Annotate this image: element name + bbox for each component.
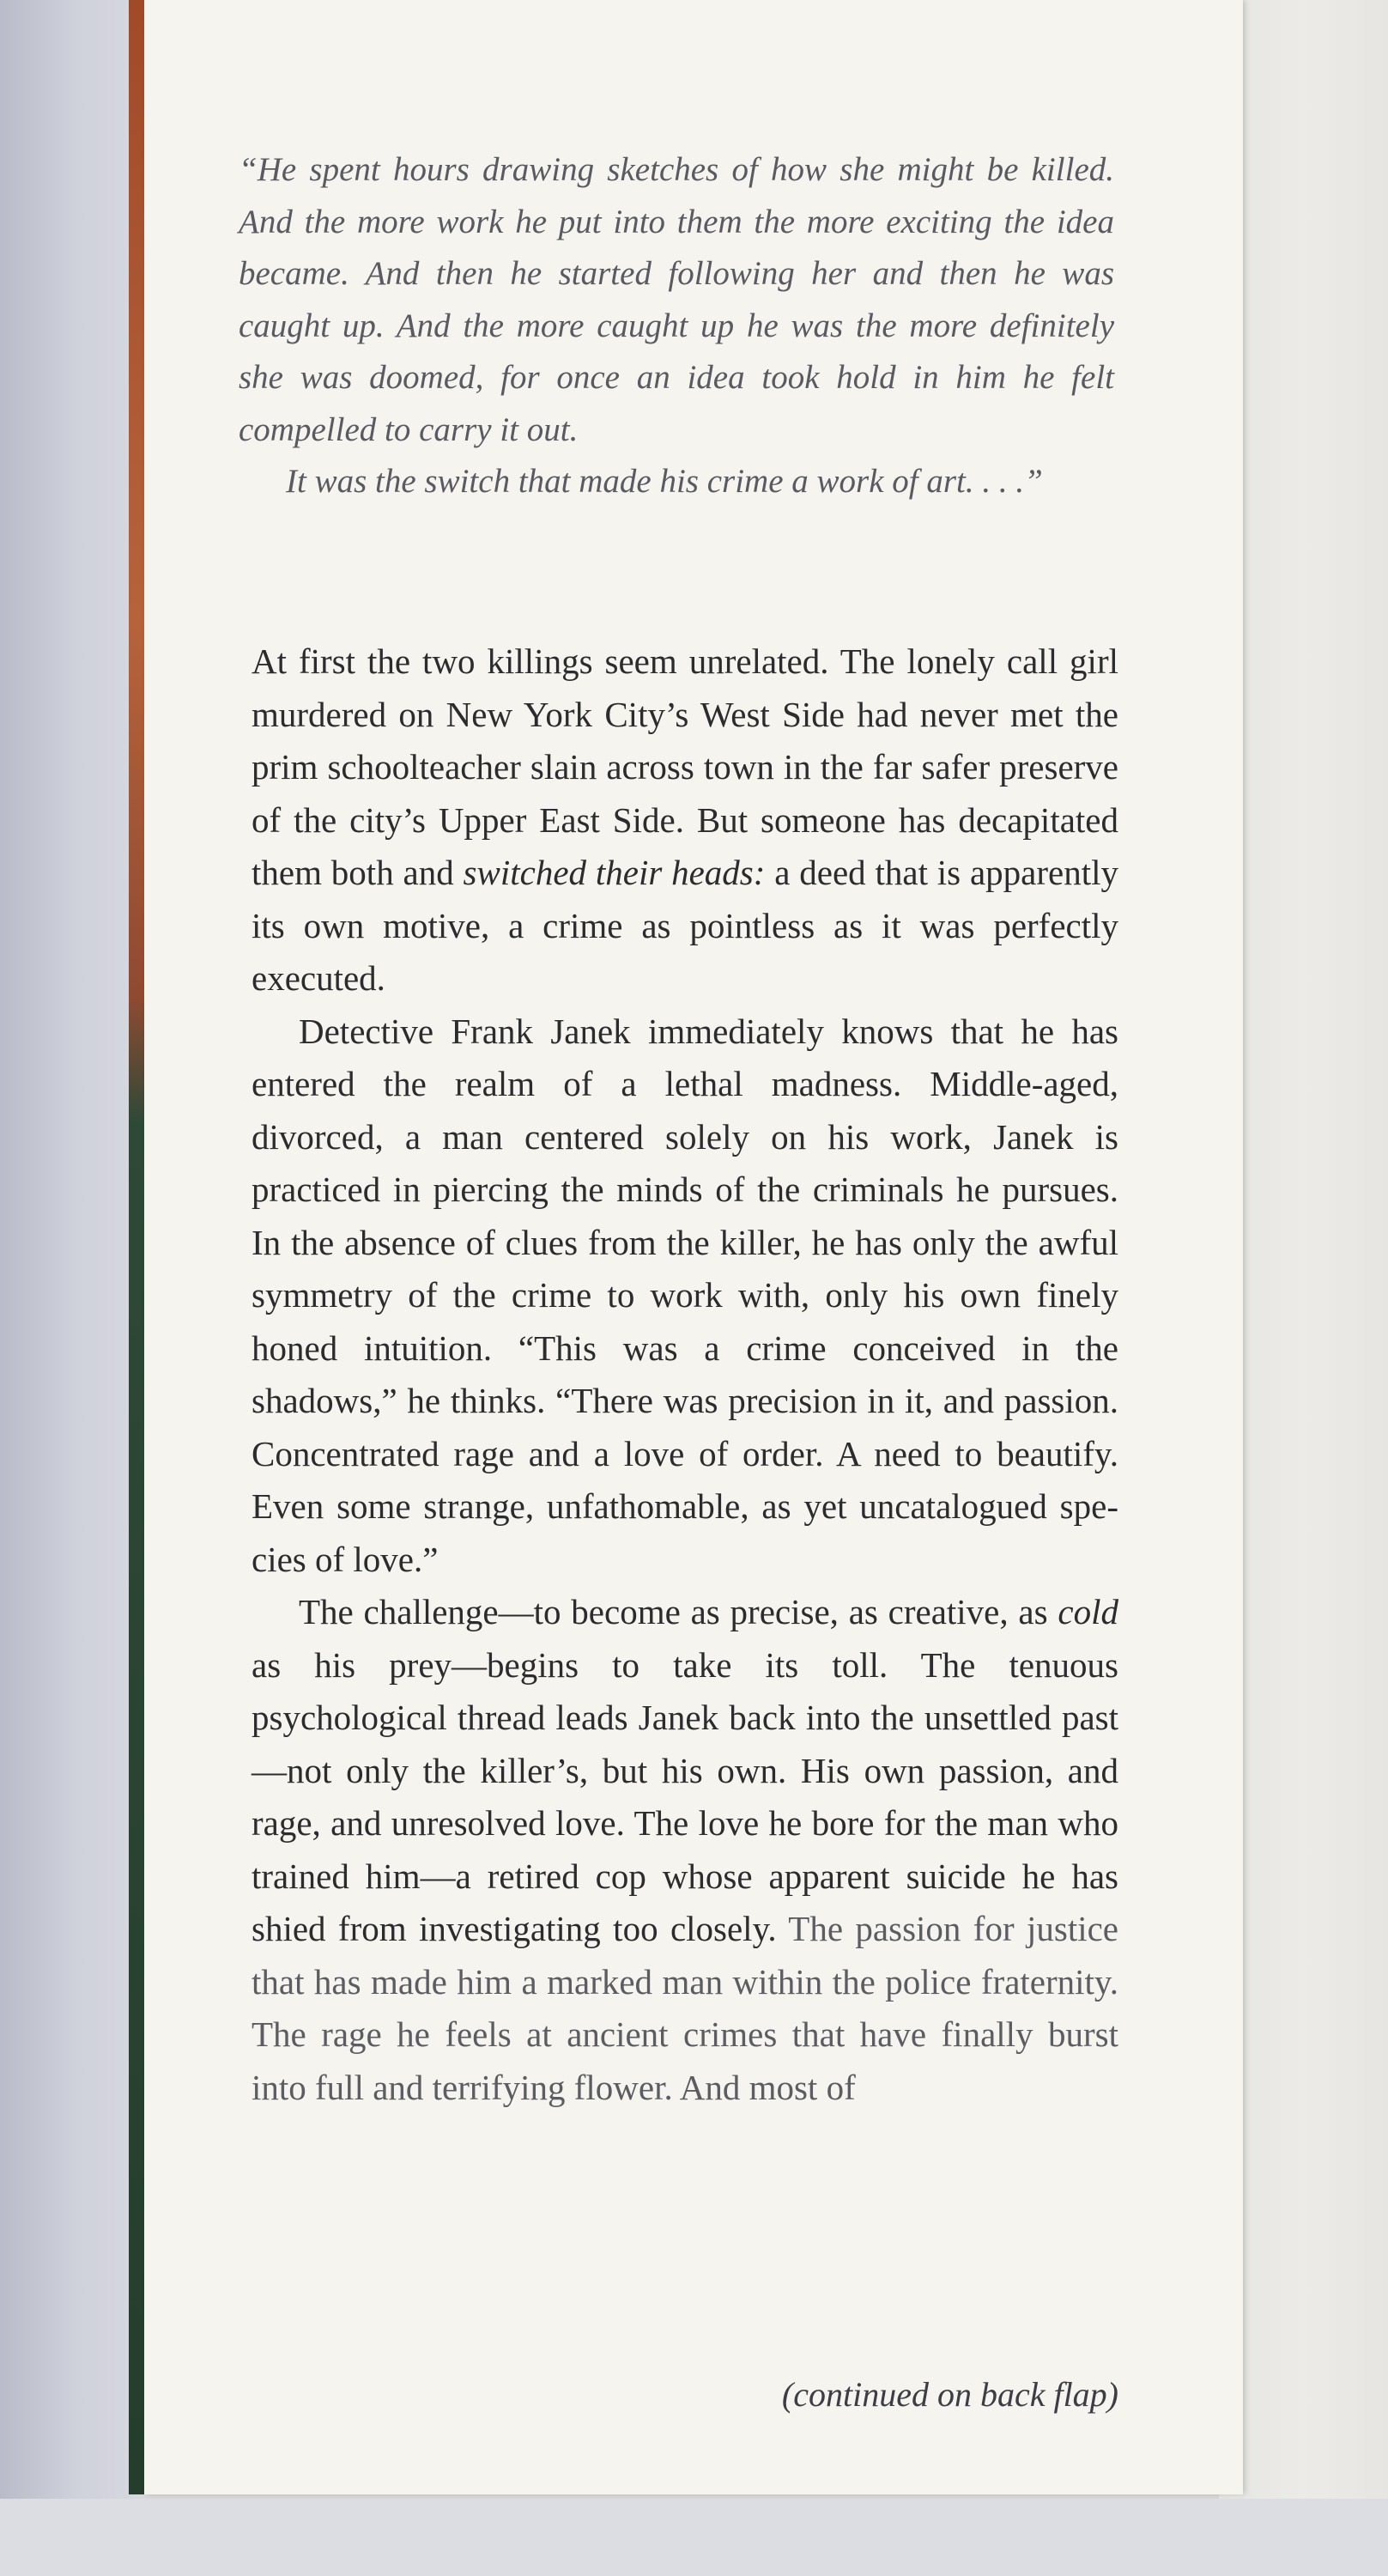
- p1-text-before: At first the two killings seem unrelated. The lonely call girl murdered on New York City’s West Side had never met the prim schoolteacher slain across town in the far safer preserve of the city’s Upper East Side. But someone has decapitated them both and: [252, 641, 1118, 892]
- epigraph-quote: [239, 144, 1114, 508]
- background-bottom: [0, 2499, 1388, 2576]
- synopsis-paragraph-1: [252, 635, 1118, 1005]
- synopsis-text: [252, 635, 1118, 2114]
- p1-italic-phrase: switched their heads:: [463, 853, 766, 892]
- quote-paragraph-1: “He spent hours drawing sketches of how she might be killed. And the more work he put into them the more exciting the idea became. And then he started following her and then he was caught up. And the more caught up he was the more definitely she was doomed, for once an idea took hold in him he felt compelled to carry it out.: [239, 151, 1114, 448]
- p1-text-after: a deed that is apparently its own motive, a crime as pointless as it was perfectly executed.: [252, 853, 1118, 998]
- book-spine-edge: [129, 0, 146, 2494]
- p3-text-after: as his prey—begins to take its toll. The tenuous psychological thread leads Janek back into the unsettled past—not only the killer’s, but his own. His own passion, and rage, and unresolved love. The love he bore for the man who trained him—a retired cop whose apparent suicide he has shied from investigating too closely.: [252, 1644, 1118, 1948]
- dust-jacket-flap: [144, 0, 1243, 2494]
- p3-italic-word: cold: [1058, 1592, 1118, 1631]
- p3-text-before: The challenge—to become as precise, as creative, as: [299, 1592, 1058, 1631]
- background-left: [0, 0, 137, 2576]
- p3-text-faded: The passion for justice that has made him a marked man within the police fraternity. The rage he feels at ancient crimes that have finally burst into full and terrifying flower. And most of: [252, 1909, 1118, 2107]
- background-right: [1219, 0, 1388, 2576]
- synopsis-paragraph-3: [252, 1586, 1118, 2114]
- synopsis-paragraph-2: Detective Frank Janek immediately knows that he has entered the realm of a lethal madness. Middle-aged, divorced, a man centered solely on his work, Janek is practiced in piercing the minds of the criminals he pursues. In the absence of clues from the killer, he has only the awful symmetry of the crime to work with, only his own finely honed intuition. “This was a crime conceived in the shadows,” he thinks. “There was precision in it, and passion. Concentrated rage and a love of order. A need to beautify. Even some strange, unfathomable, as yet uncatalogued species of love.”: [252, 1011, 1118, 1579]
- quote-paragraph-2: It was the switch that made his crime a work of art. . . .”: [286, 463, 1043, 500]
- continued-note: (continued on back flap): [781, 2375, 1118, 2414]
